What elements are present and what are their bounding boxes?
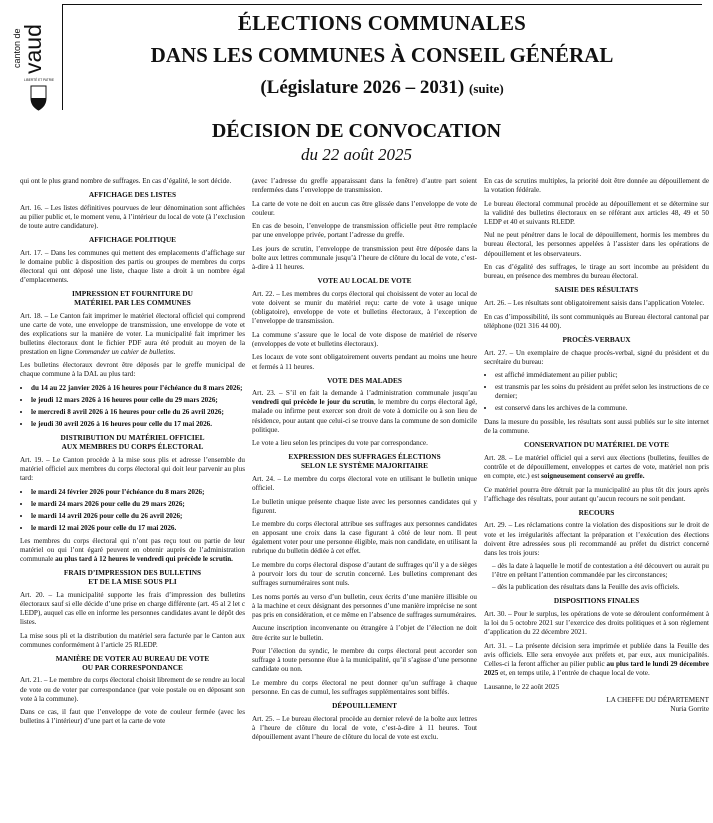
section-heading: VOTE AU LOCAL DE VOTE [317,276,412,286]
paragraph: La mise sous pli et la distribution du matériel sera facturée par le Canton aux communes conformément à l’article 25 RLEDP. [20,631,245,649]
emphasis-text: soigneusement conservé au greffe. [541,471,645,480]
section-heading: VOTE DES MALADES [327,375,402,385]
emphasis-text: au plus tard le lundi 29 décembre 2025 [484,660,709,678]
article-19: Art. 19. – Le Canton procède à la mise sous plis et adresse l’ensemble du matériel officiel aux membres du corps électoral qui doit leur parvenir au plus tard: [20,455,245,482]
signature-title: LA CHEFFE DU DÉPARTEMENT [606,696,709,705]
heading-line: IMPRESSION ET FOURNITURE DU [72,288,193,298]
paragraph: qui ont le plus grand nombre de suffrages. En cas d’égalité, le sort décide. [20,177,232,185]
paragraph: Le membre du corps électoral attribue ses suffrages aux personnes candidates en apposant une croix dans la case figurant à côté de leur nom. Il peut également voter pour une personne éligible, mais non candidate, en utilisant la rubrique du bulletin dédiée à cet effet. [252,520,477,556]
paragraph: Nul ne peut pénétrer dans le local de dépouillement, hormis les membres du bureau électoral, les personnes appelées à l’assister dans les opérations de dépouillement et les observateurs. [484,231,709,258]
emphasis-text: au plus tard à 12 heures le vendredi qui précède le scrutin. [55,555,233,564]
list-item: • le mardi 12 mai 2026 pour celle du 17 mai 2026. [31,524,245,533]
column-2 [252,177,477,747]
list-item: • le mardi 14 avril 2026 pour celle du 26 avril 2026; [31,512,245,521]
article-29: Art. 29. – Les réclamations contre la violation des dispositions sur le droit de vote et les irrégularités affectant la préparation et l’exécution des élections doivent être adressées sous pli recommandé au préfet du district concerné dans les trois jours: [484,521,709,557]
list-item: • le jeudi 12 mars 2026 à 16 heures pour celle du 29 mars 2026; [31,396,245,405]
heading-line: SELON LE SYSTÈME MAJORITAIRE [301,461,428,471]
paragraph: Ce matériel pourra être détruit par la municipalité au plus tôt dix jours après l’affichage des résultats, pour autant qu’aucun recours ne soit pendant. [484,485,709,503]
heading-line: OU PAR CORRESPONDANCE [82,662,183,672]
dispatch-list [20,488,245,533]
heading-line: AUX MEMBRES DU CORPS ÉLECTORAL [61,442,204,452]
section-heading: AFFICHAGE DES LISTES [88,190,177,200]
article-text: Les membres du corps électoral qui n’ont pas reçu tout ou partie de leur matériel ou qui l’ont égaré peuvent en obtenir auprès de l’administration communale [20,537,245,564]
list-item: • le mardi 24 mars 2026 pour celle du 29 mars 2026; [31,500,245,509]
section-heading: CONSERVATION DU MATÉRIEL DE VOTE [523,440,670,450]
paragraph: Dans la mesure du possible, les résultats sont aussi publiés sur le site internet de la commune. [484,417,709,435]
article-text: et, en temps utile, à l’entrée de chaque local de vote. [500,669,650,678]
canton-label: canton de [12,28,22,68]
paragraph: Le membre du corps électoral dispose d’autant de suffrages qu’il y a de sièges à pourvoir lors du tour de scrutin concerné. Les bulletins comprenant des suffrages surnuméraires sont nuls. [252,560,477,588]
article-17: Art. 17. – Dans les communes qui mettent des emplacements d’affichage sur le domaine public à disposition des partis ou groupes de membres du corps électoral qui ont déposé une liste, chaque liste a droit à un nombre égal d’emplacements. [20,248,245,284]
article-21: Art. 21. – Le membre du corps électoral choisit librement de se rendre au local de vote ou de voter par correspondance (par voie postale ou en déposant son vote à la commune). [20,676,245,703]
section-heading [20,434,245,452]
header [0,0,713,112]
legislature-text: (Législature 2026 – 2031) [260,77,465,98]
canton-motto: LIBERTÉ ET PATRIE [23,78,55,82]
recours-list [484,562,709,592]
section-heading: SAISIE DES RÉSULTATS [554,285,639,295]
article-text: Art. 23. – S’il en fait la demande à l’administration communale jusqu’au [252,389,477,398]
paragraph: Le vote a lieu selon les principes du vote par correspondance. [252,439,428,448]
article-31 [484,642,709,678]
canton-shield-green-half [31,98,46,110]
paragraph: En cas de scrutins multiples, la priorité doit être donnée au dépouillement de la votation fédérale. [484,177,709,195]
paragraph: Le bulletin unique présente chaque liste avec les personnes candidates qui y figurent. [252,497,477,515]
place-date: Lausanne, le 22 août 2025 [484,682,560,691]
service-name: Commander un cahier de bulletins. [74,347,176,356]
list-item: – dès la publication des résultats dans la Feuille des avis officiels. [492,583,680,592]
article-23 [252,389,477,434]
paragraph: Les jours de scrutin, l’enveloppe de transmission peut être déposée dans la boîte aux lettres communale jusqu’à l’heure de clôture du local de vote, c’est-à-dire à 11 heures. [252,245,477,272]
paragraph: Le bureau électoral communal procède au dépouillement et se détermine sur la validité des bulletins électoraux en se référant aux articles 48, 49 et 50 LEDP et 40 et suivants RLEDP. [484,199,709,226]
header-title-line3 [62,77,702,99]
column-3 [484,177,709,714]
article-25: Art. 25. – Le bureau électoral procède au dernier relevé de la boîte aux lettres à l’heure de clôture du local de vote, c’est-à-dire à 11 heures. Tout dépouillement avant l’heure de clôture du local de vote est exclu. [252,714,477,741]
signature-name: Nuria Gorrite [670,705,709,714]
heading-line: ET DE LA MISE SOUS PLI [88,577,177,587]
article-27: Art. 27. – Un exemplaire de chaque procès-verbal, signé du président et du secrétaire du bureau: [484,348,709,366]
section-heading [252,453,477,471]
paragraph: La carte de vote ne doit en aucun cas être glissée dans l’enveloppe de vote de couleur. [252,199,477,217]
section-heading [20,655,245,673]
paragraph: Pour l’élection du syndic, le membre du corps électoral peut accorder son suffrage à toute personne élue à la municipalité, qu’il s’agisse d’une personne candidate ou non. [252,647,477,674]
list-item: • le mercredi 8 avril 2026 à 16 heures pour celle du 26 avril 2026; [31,408,245,417]
paragraph: Les noms portés au verso d’un bulletin, ceux écrits d’une manière illisible ou à la machine et ceux désignant des personnes d’une manière imprécise ne sont pas pris en considération, et ce même en l’absence de suffrages surnuméraires. [252,592,477,619]
emphasis-text: vendredi qui précède le jour du scrutin [252,398,374,407]
paragraph: (avec l’adresse du greffe apparaissant dans la fenêtre) d’autre part soient renfermées dans l’enveloppe de transmission. [252,177,477,195]
article-24: Art. 24. – Le membre du corps électoral vote en utilisant le bulletin unique officiel. [252,474,477,492]
list-item: • est conservé dans les archives de la commune. [495,404,709,413]
list-item: • le mardi 24 février 2026 pour l’échéance du 8 mars 2026; [31,488,245,497]
deadline-list [20,384,245,429]
list-item-text: dès la publication des résultats dans la Feuille des avis officiels. [497,583,680,592]
list-item: • le jeudi 30 avril 2026 à 16 heures pour celle du 17 mai 2026. [31,420,245,429]
paragraph [20,537,245,564]
list-item: • est affiché immédiatement au pilier public; [495,371,709,380]
article-20: Art. 20. – La municipalité supporte les frais d’impression des bulletins électoraux sauf si elle décide d’une prise en charge différente (art. 45 al 2 let c LEDP), auquel cas elle en informe les personnes candidates avant le dépôt des listes. [20,591,245,627]
heading-line: DISTRIBUTION DU MATÉRIEL OFFICIEL [60,433,205,443]
header-title-line1: ÉLECTIONS COMMUNALES [237,11,527,35]
paragraph: En cas d’égalité des suffrages, le tirage au sort incombe au président du bureau, en présence des membres du bureau électoral. [484,263,709,281]
canton-vaud-logo [8,6,55,111]
list-item: – dès la date à laquelle le motif de contestation a été découvert ou aurait pu l’être en prêtant l’attention commandée par les circonstances; [492,562,710,580]
heading-line: MANIÈRE DE VOTER AU BUREAU DE VOTE [55,653,210,663]
header-title-line2: DANS LES COMMUNES À CONSEIL GÉNÉRAL [150,43,614,67]
article-28 [484,454,709,481]
canton-name: vaud [20,24,46,74]
pv-list [484,371,709,413]
header-top-rule [62,4,702,5]
column-1 [20,177,245,731]
section-heading: RECOURS [578,507,615,517]
paragraph: Dans ce cas, il faut que l’enveloppe de vote de couleur fermée (avec les bulletins à l’intérieur) d’une part et la carte de vote [20,708,245,726]
article-text: Art. 28. – Le matériel officiel qui a servi aux élections (bulletins, feuilles de contrôle et de dépouillement, enveloppes et cartes de vote, matériel non pris en compte, etc.) est [484,453,709,480]
paragraph: Les locaux de vote sont obligatoirement ouverts pendant au moins une heure et fermés à 11 heures. [252,353,477,371]
paragraph: La commune s’assure que le local de vote dispose de matériel de réserve (enveloppes de vote et bulletins électoraux). [252,330,477,348]
section-heading: DISPOSITIONS FINALES [553,596,640,606]
paragraph: Aucune inscription inconvenante ou étrangère à l’objet de l’élection ne doit être écrite sur le bulletin. [252,624,477,642]
section-heading [20,569,245,587]
article-18 [20,312,245,357]
heading-line: EXPRESSION DES SUFFRAGES ÉLECTIONS [288,452,441,462]
list-item: • du 14 au 22 janvier 2026 à 16 heures pour l’échéance du 8 mars 2026; [31,384,245,393]
paragraph: En cas d’impossibilité, ils sont communiqués au Bureau électoral cantonal par téléphone (021 316 44 00). [484,312,709,330]
paragraph: Les bulletins électoraux devront être déposés par le greffe municipal de chaque commune à la DAL au plus tard: [20,361,245,379]
heading-line: MATÉRIEL PAR LES COMMUNES [74,297,191,307]
article-text: Art. 18. – Le Canton fait imprimer le matériel électoral officiel qui comprend une carte de vote, une enveloppe de transmission, une enveloppe de vote et des explications sur la manière de voter. La municipalité fait imprimer les bulletins électoraux dont le fichier PDF aura été produit au moyen de la prestation en ligne [20,311,245,356]
paragraph: Le membre du corps électoral ne peut donner qu’un suffrage à chaque personne. En cas de cumul, les suffrages supplémentaires sont biffés. [252,678,477,696]
article-16: Art. 16. – Les listes définitives pourvues de leur dénomination sont affichées au pilier public et, le moment venu, à l’intérieur du local de vote (à l’exclusion de toute autre candidature). [20,203,245,230]
article-26: Art. 26. – Les résultats sont obligatoirement saisis dans l’application Votelec. [484,299,705,308]
list-item-text: dès la date à laquelle le motif de contestation a été découvert ou aurait pu l’être en prêtant l’attention commandée par les circonstances; [492,562,710,580]
article-30: Art. 30. – Pour le surplus, les opérations de vote se déroulent conformément à la loi du 5 octobre 2021 sur l’exercice des droits politiques et à son règlement d’application du 22 décembre 2021. [484,610,709,637]
section-heading: DÉPOUILLEMENT [332,700,397,710]
section-heading: PROCÈS-VERBAUX [562,334,631,344]
decision-title: DÉCISION DE CONVOCATION [211,120,502,142]
section-heading: AFFICHAGE POLITIQUE [89,234,176,244]
list-item: • est transmis par les soins du président au préfet selon les instructions de ce dernier; [495,383,709,401]
article-text: Art. 31. – La présente décision sera imprimée et publiée dans la Feuille des avis officiels. Elle sera envoyée aux préfets et, par eux, aux municipalités. Celles-ci la feront afficher au pilier public [484,641,709,669]
heading-line: FRAIS D’IMPRESSION DES BULLETINS [63,568,202,578]
signature-block [484,696,709,714]
paragraph: En cas de besoin, l’enveloppe de transmission officielle peut être remplacée par une enveloppe privée, portant l’adresse du greffe. [252,222,477,240]
section-heading [20,290,245,308]
decision-date: du 22 août 2025 [301,145,412,164]
article-22: Art. 22. – Les membres du corps électoral qui choisissent de voter au local de vote doivent se munir du matériel reçu: carte de vote à usage unique (obligatoire), enveloppe de vote et bulletins électoraux, à l’exception de l’enveloppe de transmission. [252,290,477,326]
suite-text: (suite) [468,81,504,96]
article-text: , le membre du corps électoral âgé, malade ou infirme peut exercer son droit de vote à domicile ou à son lieu de résidence, pour autant que celui-ci se trouve dans la commune de son domicile politique. [252,398,477,434]
